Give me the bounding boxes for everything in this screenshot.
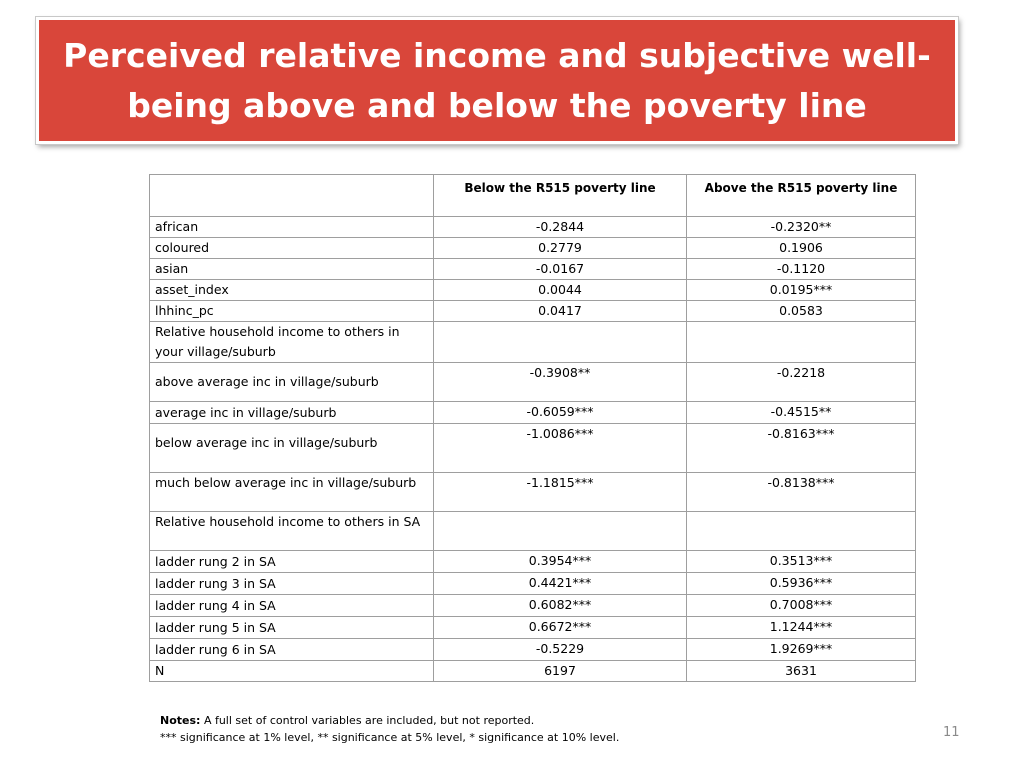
table-row <box>150 259 916 280</box>
above-value: 0.1906 <box>687 238 916 259</box>
results-table-container <box>149 174 915 682</box>
below-value: -0.5229 <box>434 639 687 661</box>
row-label: average inc in village/suburb <box>150 402 434 424</box>
notes-prefix: Notes: <box>160 714 201 727</box>
row-label: below average inc in village/suburb <box>150 424 434 473</box>
row-label: ladder rung 5 in SA <box>150 617 434 639</box>
below-value: 0.6672*** <box>434 617 687 639</box>
above-value: 1.1244*** <box>687 617 916 639</box>
above-value <box>687 512 916 551</box>
table-notes <box>160 712 619 746</box>
row-label: above average inc in village/suburb <box>150 363 434 402</box>
above-value: -0.2320** <box>687 217 916 238</box>
table-row <box>150 473 916 512</box>
table-header-row <box>150 175 916 217</box>
table-row <box>150 301 916 322</box>
header-below-poverty-line: Below the R515 poverty line <box>434 175 687 217</box>
below-value: -0.2844 <box>434 217 687 238</box>
section-label: Relative household income to others in SA <box>150 512 434 551</box>
below-value: -1.0086*** <box>434 424 687 473</box>
above-value: -0.2218 <box>687 363 916 402</box>
results-table <box>149 174 916 682</box>
below-value: 0.0417 <box>434 301 687 322</box>
table-section-row <box>150 322 916 363</box>
row-label: ladder rung 2 in SA <box>150 551 434 573</box>
below-value <box>434 322 687 363</box>
above-value: 0.5936*** <box>687 573 916 595</box>
below-value: -0.6059*** <box>434 402 687 424</box>
row-label: ladder rung 6 in SA <box>150 639 434 661</box>
below-value: 0.2779 <box>434 238 687 259</box>
page-number: 11 <box>943 725 960 740</box>
below-value: -0.0167 <box>434 259 687 280</box>
table-row <box>150 573 916 595</box>
row-label: much below average inc in village/suburb <box>150 473 434 512</box>
below-value: -1.1815*** <box>434 473 687 512</box>
row-label: asset_index <box>150 280 434 301</box>
table-row <box>150 617 916 639</box>
table-row <box>150 280 916 301</box>
below-value: -0.3908** <box>434 363 687 402</box>
below-value: 0.6082*** <box>434 595 687 617</box>
notes-text-1: A full set of control variables are included, but not reported. <box>203 714 535 727</box>
row-label: N <box>150 661 434 682</box>
row-label: lhhinc_pc <box>150 301 434 322</box>
table-section-row <box>150 512 916 551</box>
table-row <box>150 424 916 473</box>
above-value: 0.7008*** <box>687 595 916 617</box>
row-label: asian <box>150 259 434 280</box>
header-cell-empty <box>150 175 434 217</box>
row-label: ladder rung 3 in SA <box>150 573 434 595</box>
below-value: 0.3954*** <box>434 551 687 573</box>
below-value: 6197 <box>434 661 687 682</box>
table-row <box>150 551 916 573</box>
row-label: ladder rung 4 in SA <box>150 595 434 617</box>
row-label: african <box>150 217 434 238</box>
below-value: 0.4421*** <box>434 573 687 595</box>
table-row <box>150 238 916 259</box>
slide-title: Perceived relative income and subjective well-being above and below the poverty line <box>63 35 931 125</box>
above-value <box>687 322 916 363</box>
above-value: 0.0195*** <box>687 280 916 301</box>
below-value: 0.0044 <box>434 280 687 301</box>
header-above-poverty-line: Above the R515 poverty line <box>687 175 916 217</box>
title-banner <box>36 17 958 144</box>
table-row <box>150 661 916 682</box>
table-row <box>150 639 916 661</box>
table-row <box>150 363 916 402</box>
above-value: -0.8138*** <box>687 473 916 512</box>
notes-line-1 <box>160 712 619 729</box>
above-value: -0.4515** <box>687 402 916 424</box>
below-value <box>434 512 687 551</box>
above-value: 0.0583 <box>687 301 916 322</box>
section-label: Relative household income to others in your village/suburb <box>150 322 434 363</box>
above-value: 1.9269*** <box>687 639 916 661</box>
table-row <box>150 217 916 238</box>
table-row <box>150 402 916 424</box>
notes-line-2: *** significance at 1% level, ** significance at 5% level, * significance at 10% level. <box>160 731 620 744</box>
above-value: 0.3513*** <box>687 551 916 573</box>
table-body <box>150 217 916 682</box>
row-label: coloured <box>150 238 434 259</box>
above-value: 3631 <box>687 661 916 682</box>
above-value: -0.1120 <box>687 259 916 280</box>
above-value: -0.8163*** <box>687 424 916 473</box>
table-row <box>150 595 916 617</box>
